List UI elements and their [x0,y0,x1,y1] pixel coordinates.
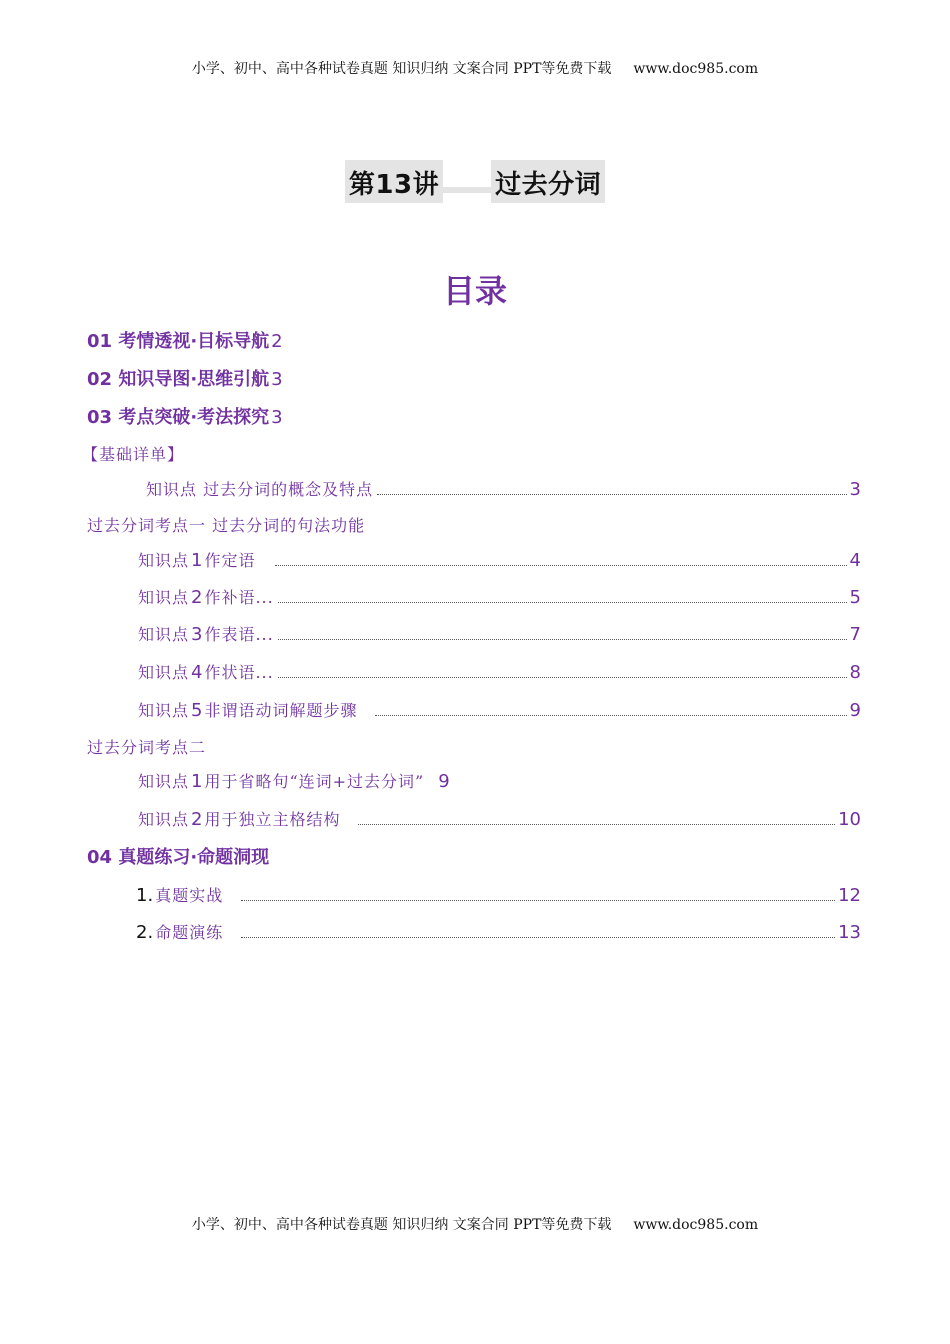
entry-page: 3 [849,478,861,500]
entry-page: 5 [849,586,861,608]
entry-page: 12 [838,884,861,906]
entry-page: 4 [849,549,861,571]
entry-page: 9 [849,699,861,721]
toc-entry-point1-4[interactable] [0,657,950,685]
title-topic: 过去分词 [491,160,605,203]
entry-number: 5 [191,699,203,721]
point2-heading: 过去分词考点二 [87,737,207,757]
entry-label: 作状语... [204,662,274,682]
title-lecture: 第13讲 [345,160,443,203]
entry-number: 1. [136,884,154,906]
toc-section-04[interactable] [0,842,950,870]
basic-heading: 【基础详单】 [82,444,185,464]
footer-url[interactable]: www.doc985.com [633,1217,759,1233]
entry-label: 作定语 [204,550,256,570]
page-header [0,58,950,78]
entry-label: 知识点 过去分词的概念及特点 [146,479,374,499]
entry-number: 3 [191,623,203,645]
entry-prefix: 知识点 [138,771,190,791]
dot-leader [278,676,847,678]
entry-label: 作补语... [204,587,274,607]
section-label: 01 考情透视·目标导航 [87,331,270,352]
toc-entry-point2-1[interactable] [0,766,950,794]
toc-entry-point1-2[interactable] [0,582,950,610]
entry-number: 4 [191,661,203,683]
section-label: 04 真题练习·命题洞现 [87,847,270,868]
entry-number: 1 [191,770,203,792]
section-label: 02 知识导图·思维引航 [87,369,270,390]
toc-entry-point2-2[interactable] [0,804,950,832]
toc-entry-s4-1[interactable] [0,880,950,908]
entry-label: 作表语... [204,624,274,644]
entry-label: 用于省略句“连词+过去分词” [204,771,425,791]
toc-entry-basic[interactable] [0,474,950,502]
dot-leader [241,936,835,938]
entry-prefix: 知识点 [138,662,190,682]
section-label: 03 考点突破·考法探究 [87,407,270,428]
entry-page: 7 [849,623,861,645]
entry-number: 2 [191,808,203,830]
point1-heading: 过去分词考点一 过去分词的句法功能 [87,515,366,535]
toc-entry-point1-1[interactable] [0,545,950,573]
footer-text: 小学、初中、高中各种试卷真题 知识归纳 文案合同 PPT等免费下载 [191,1217,612,1233]
entry-page: 9 [438,770,450,792]
toc-heading: 目录 [442,272,507,310]
entry-number: 2. [136,921,154,943]
section-page: 2 [271,331,283,352]
dot-leader [377,493,846,495]
entry-number: 2 [191,586,203,608]
entry-page: 8 [849,661,861,683]
toc-entry-s4-2[interactable] [0,917,950,945]
entry-prefix: 知识点 [138,700,190,720]
dot-leader [241,899,835,901]
entry-label: 非谓语动词解题步骤 [204,700,358,720]
dot-leader [278,638,847,640]
document-title [0,160,950,203]
dot-leader [358,823,835,825]
header-url[interactable]: www.doc985.com [633,61,759,77]
toc-section-02[interactable] [0,364,950,392]
entry-prefix: 知识点 [138,624,190,644]
toc-entry-point1-5[interactable] [0,695,950,723]
entry-page: 10 [838,808,861,830]
dot-leader [278,601,847,603]
section-page: 3 [271,407,283,428]
toc-section-03[interactable] [0,402,950,430]
entry-prefix: 知识点 [138,550,190,570]
entry-label: 真题实战 [155,885,224,905]
header-text: 小学、初中、高中各种试卷真题 知识归纳 文案合同 PPT等免费下载 [191,61,612,77]
page-footer [0,1214,950,1234]
entry-prefix: 知识点 [138,809,190,829]
entry-prefix: 知识点 [138,587,190,607]
point1-heading-row [0,510,950,538]
toc-section-01[interactable] [0,326,950,354]
entry-label: 命题演练 [155,922,224,942]
dot-leader [375,714,846,716]
dot-leader [275,564,846,566]
entry-number: 1 [191,549,203,571]
section-page: 3 [271,369,283,390]
point2-heading-row [0,732,950,760]
entry-label: 用于独立主格结构 [204,809,341,829]
toc-entry-point1-3[interactable] [0,619,950,647]
basic-heading-row [0,439,950,467]
entry-page: 13 [838,921,861,943]
